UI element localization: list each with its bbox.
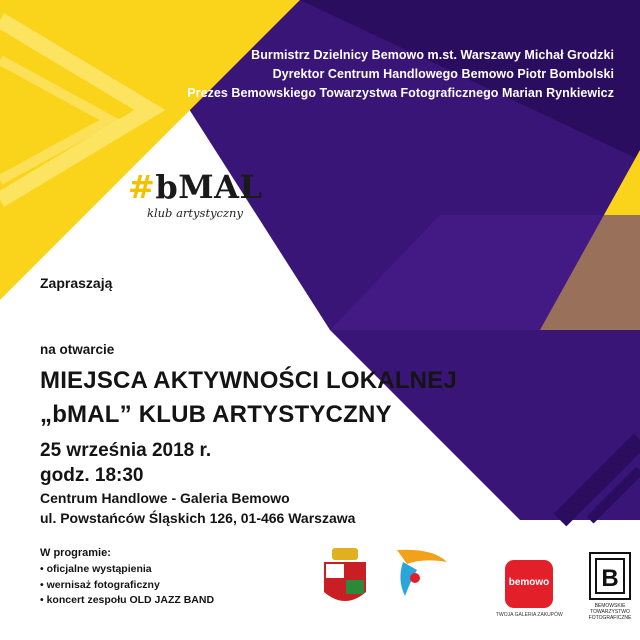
- host-line-2: Dyrektor Centrum Handlowego Bemowo Piotr Bombolski: [272, 67, 614, 81]
- bemowo-logo-subtitle: TWOJA GALERIA ZAKUPÓW: [496, 612, 563, 618]
- bemowo-app-logo: [505, 560, 553, 608]
- event-venue: Centrum Handlowe - Galeria Bemowo: [40, 490, 290, 506]
- event-time: godz. 18:30: [40, 465, 144, 486]
- bemowo-app-logo-text: bemowo: [508, 577, 550, 588]
- program-item: • koncert zespołu OLD JAZZ BAND: [40, 593, 214, 609]
- host-line-1: Burmistrz Dzielnicy Bemowo m.st. Warszawy Michał Grodzki: [251, 48, 614, 62]
- btf-logo-label: BEMOWSKIE TOWARZYSTWO FOTOGRAFICZNE: [588, 603, 632, 621]
- program-title: W programie:: [40, 547, 111, 559]
- zakochaj-logo: [397, 550, 447, 596]
- program-item: • oficjalne wystąpienia: [40, 562, 214, 578]
- event-address: ul. Powstańców Śląskich 126, 01-466 Warszawa: [40, 510, 356, 526]
- svg-text:B: B: [601, 565, 619, 592]
- bmal-logo-name: bMAL: [155, 168, 263, 206]
- bmal-logo-subtitle: klub artystyczny: [147, 206, 243, 220]
- host-line-3: Prezes Bemowskiego Towarzystwa Fotograficznego Marian Rynkiewicz: [187, 86, 614, 100]
- coat-of-arms-logo: [324, 548, 366, 601]
- occasion-text: na otwarcie: [40, 342, 115, 357]
- invite-text: Zapraszają: [40, 275, 113, 291]
- hosts-block: [187, 46, 614, 103]
- event-title-line-2: „bMAL” KLUB ARTYSTYCZNY: [40, 401, 392, 428]
- program-item: • wernisaż fotograficzny: [40, 578, 214, 594]
- bmal-logo: [128, 168, 262, 206]
- program-list: [40, 562, 214, 609]
- event-title-line-1: MIEJSCA AKTYWNOŚCI LOKALNEJ: [40, 367, 457, 394]
- event-date: 25 września 2018 r.: [40, 440, 212, 461]
- btf-logo: [590, 553, 630, 599]
- bmal-logo-hash: #: [128, 168, 156, 206]
